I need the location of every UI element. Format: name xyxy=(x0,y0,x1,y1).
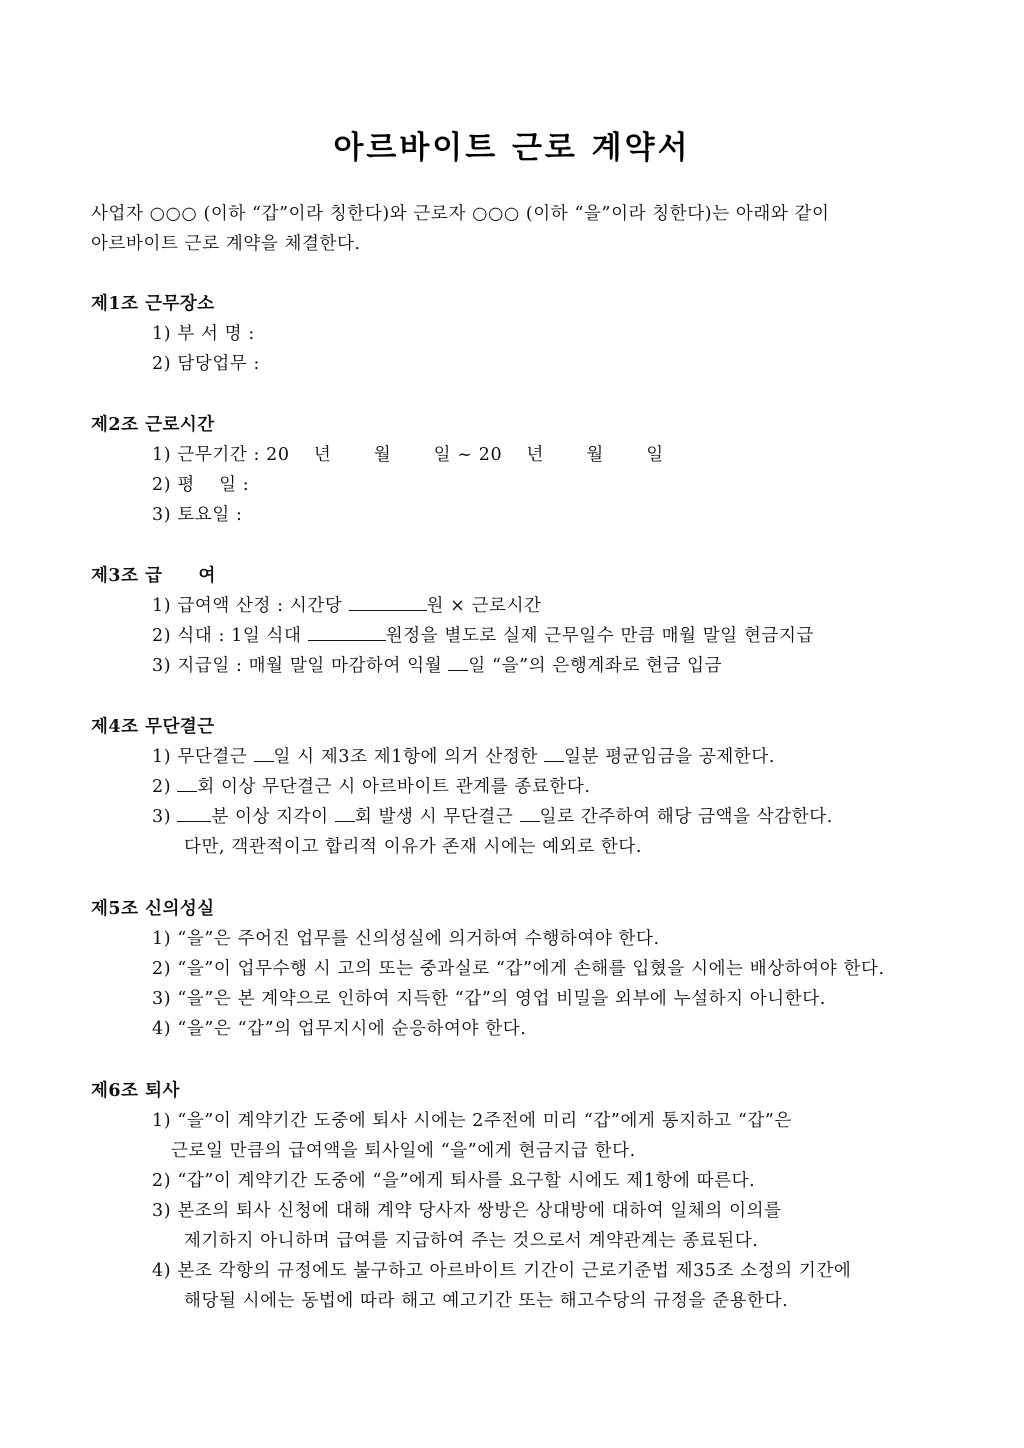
article-6-item-3-continuation: 제기하지 아니하며 급여를 지급하여 주는 것으로서 계약관계는 종료된다. xyxy=(184,1231,759,1251)
article-6 xyxy=(91,1076,951,1316)
article-6-item-4: 4) 본조 각항의 규정에도 불구하고 아르바이트 기간이 근로기준법 제35조 소정의 기간에 xyxy=(152,1261,852,1281)
article-5-item-4: 4) “을”은 “갑”의 업무지시에 순응하여야 한다. xyxy=(152,1019,527,1039)
article-5-item-3: 3) “을”은 본 계약으로 인하여 지득한 “갑”의 영업 비밀을 외부에 누설하지 아니한다. xyxy=(152,989,826,1009)
article-2-item-3: 3) 토요일 : xyxy=(152,505,243,525)
intro-line-2: 아르바이트 근로 계약을 체결한다. xyxy=(91,234,361,254)
article-3 xyxy=(91,561,951,681)
article-1-item-2: 2) 담당업무 : xyxy=(152,354,261,374)
article-4-item-3-continuation: 다만, 객관적이고 합리적 이유가 존재 시에는 예외로 한다. xyxy=(184,837,643,857)
article-3-item-1-text-b: 원 × 근로시간 xyxy=(426,596,542,616)
article-4-item-1 xyxy=(91,742,951,772)
article-5-item-2: 2) “을”이 업무수행 시 고의 또는 중과실로 “갑”에게 손해를 입혔을 시에는 배상하여야 한다. xyxy=(152,959,885,979)
deduction-days-blank xyxy=(544,743,564,762)
article-2-heading: 제2조 근로시간 xyxy=(91,415,215,435)
article-1 xyxy=(91,289,951,379)
article-4-item-1-text-c: 일분 평균임금을 공제한다. xyxy=(564,747,776,767)
deemed-absence-days-blank xyxy=(520,803,540,822)
article-5-item-1: 1) “을”은 주어진 업무를 신의성실에 의거하여 수행하여야 한다. xyxy=(152,929,660,949)
absence-count-blank xyxy=(177,773,197,792)
article-3-item-2-text-b: 원정을 별도로 실제 근무일수 만큼 매월 말일 현금지급 xyxy=(385,626,814,646)
article-2-item-1: 1) 근무기간 : 20 년 월 일 ~ 20 년 월 일 xyxy=(152,445,664,465)
article-6-item-1: 1) “을”이 계약기간 도중에 퇴사 시에는 2주전에 미리 “갑”에게 통지하고 “갑”은 xyxy=(152,1111,792,1131)
meal-allowance-blank xyxy=(308,622,386,641)
article-6-item-3: 3) 본조의 퇴사 신청에 대해 계약 당사자 쌍방은 상대방에 대하여 일체의 이의를 xyxy=(152,1201,782,1221)
article-4-item-2-text-a: 2) xyxy=(152,777,178,797)
article-2-item-2: 2) 평 일 : xyxy=(152,475,250,495)
article-2 xyxy=(91,410,951,530)
article-6-item-2: 2) “갑”이 계약기간 도중에 “을”에게 퇴사를 요구할 시에도 제1항에 따른다. xyxy=(152,1171,756,1191)
article-4-item-3-text-c: 회 발생 시 무단결근 xyxy=(354,807,520,827)
article-3-item-1 xyxy=(91,591,951,621)
article-3-item-3 xyxy=(91,651,951,681)
late-count-blank xyxy=(335,803,355,822)
article-3-item-2 xyxy=(91,621,951,651)
intro-paragraph xyxy=(91,199,941,259)
document-title: 아르바이트 근로 계약서 xyxy=(333,130,691,166)
article-4-heading: 제4조 무단결근 xyxy=(91,717,215,737)
article-5-heading: 제5조 신의성실 xyxy=(91,899,215,919)
article-6-item-1-continuation: 근로일 만큼의 급여액을 퇴사일에 “을”에게 현금지급 한다. xyxy=(171,1141,636,1161)
absence-days-blank xyxy=(254,743,274,762)
article-6-item-4-continuation: 해당될 시에는 동법에 따라 해고 예고기간 또는 해고수당의 규정을 준용한다. xyxy=(184,1291,789,1311)
hourly-wage-blank xyxy=(349,592,427,611)
article-6-heading: 제6조 퇴사 xyxy=(91,1081,180,1101)
article-1-heading: 제1조 근무장소 xyxy=(91,294,215,314)
article-1-item-1: 1) 부 서 명 : xyxy=(152,324,255,344)
intro-line-1: 사업자 ○○○ (이하 “갑”이라 칭한다)와 근로자 ○○○ (이하 “을”이라 칭한다)는 아래와 같이 xyxy=(91,204,830,224)
article-3-heading: 제3조 급 여 xyxy=(91,566,216,586)
article-4-item-3-text-a: 3) xyxy=(152,807,178,827)
article-4-item-3-text-b: 분 이상 지각이 xyxy=(211,807,335,827)
article-4-item-3 xyxy=(91,802,951,832)
article-4-item-1-text-a: 1) 무단결근 xyxy=(152,747,254,767)
article-3-item-1-text-a: 1) 급여액 산정 : 시간당 xyxy=(152,596,349,616)
article-3-item-3-text-a: 3) 지급일 : 매월 말일 마감하여 익월 xyxy=(152,656,449,676)
pay-day-blank xyxy=(448,652,468,671)
late-minutes-blank xyxy=(177,803,211,822)
article-4-item-3-text-d: 일로 간주하여 해당 금액을 삭감한다. xyxy=(539,807,833,827)
article-4-item-2 xyxy=(91,772,951,802)
article-4-item-2-text-b: 회 이상 무단결근 시 아르바이트 관계를 종료한다. xyxy=(197,777,591,797)
article-3-item-2-text-a: 2) 식대 : 1일 식대 xyxy=(152,626,308,646)
article-3-item-3-text-b: 일 “을”의 은행계좌로 현금 입금 xyxy=(468,656,723,676)
article-4 xyxy=(91,712,951,862)
article-4-item-1-text-b: 일 시 제3조 제1항에 의거 산정한 xyxy=(273,747,545,767)
article-5 xyxy=(91,894,951,1044)
